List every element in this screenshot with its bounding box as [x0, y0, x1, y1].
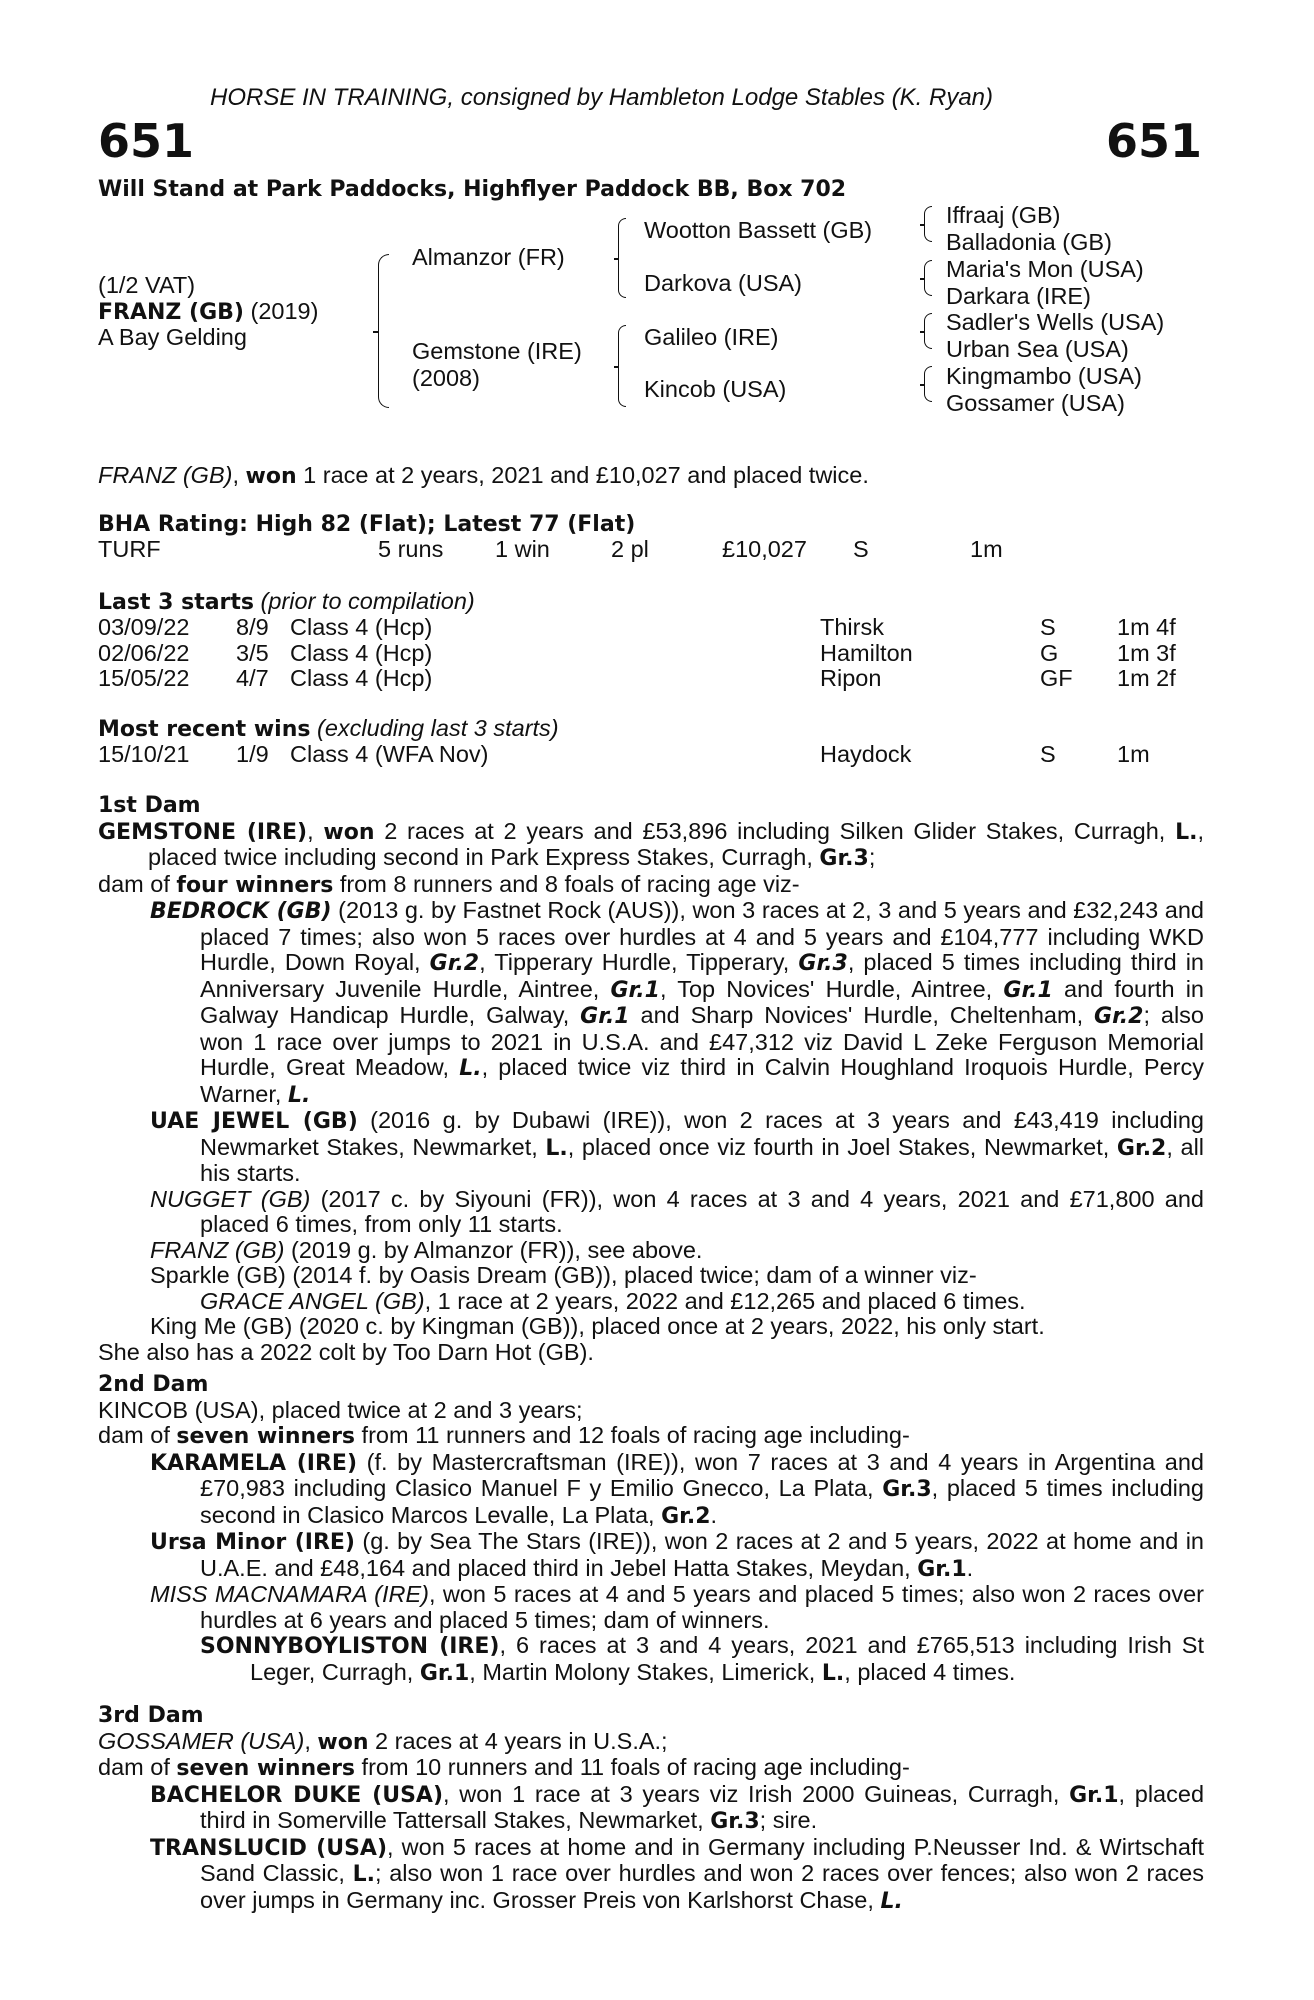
sire-dam-brace — [378, 254, 389, 408]
last3-class: Class 4 (Hcp) — [290, 614, 433, 640]
bedrock-g7: L. — [459, 1056, 482, 1081]
last3-going: GF — [1040, 665, 1073, 691]
grace-name: GRACE ANGEL (GB) — [200, 1287, 425, 1314]
sparkle-entry: Sparkle (GB) (2014 f. by Oasis Dream (GB)), placed twice; dam of a winner viz- — [150, 1262, 977, 1288]
uae-t3: , all his starts. — [200, 1133, 1205, 1186]
dsd: Urban Sea (USA) — [946, 336, 1129, 362]
turf-places: 2 pl — [611, 536, 649, 562]
franz-name: FRANZ (GB) — [150, 1236, 285, 1263]
sss: Iffraaj (GB) — [946, 202, 1061, 228]
karamela-g1: Gr.3 — [882, 1477, 932, 1502]
consignment-line: HORSE IN TRAINING, consigned by Hambleton Lodge Stables (K. Ryan) — [210, 84, 993, 111]
grace-angel-entry — [200, 1289, 1204, 1315]
bach-name: BACHELOR DUKE (USA) — [150, 1782, 444, 1808]
gossamer-text: 2 races at 4 years in U.S.A.; — [368, 1727, 668, 1754]
last3-course: Ripon — [820, 665, 882, 691]
sonny-g1: Gr.1 — [419, 1660, 470, 1686]
ursa-name: Ursa Minor (IRE) — [150, 1530, 355, 1555]
gemstone-text: 2 races at 2 years and £53,896 including Silken Glider Stakes, Curragh, — [374, 817, 1176, 844]
karamela-name: KARAMELA (IRE) — [150, 1450, 358, 1476]
colt-note: She also has a 2022 colt by Too Darn Hot (GB). — [98, 1338, 594, 1365]
ssd: Balladonia (GB) — [946, 229, 1112, 255]
dam3-dam-of — [98, 1755, 1204, 1782]
brace-g1 — [924, 206, 932, 242]
summary-won: won — [245, 464, 297, 489]
bedrock-name: BEDROCK (GB) — [150, 899, 332, 924]
gemstone-listed: L. — [1175, 819, 1198, 845]
uae-listed: L. — [545, 1135, 568, 1161]
king-me-entry: King Me (GB) (2020 c. by Kingman (GB)), placed once at 2 years, 2022, his only start. — [150, 1313, 1045, 1339]
gossamer-name: GOSSAMER (USA) — [98, 1727, 305, 1754]
dam1-dam-of-post: from 8 runners and 8 foals of racing age viz- — [333, 870, 800, 897]
summary-text: 1 race at 2 years, 2021 and £10,027 and placed twice. — [296, 462, 869, 488]
dam1-dam-of-bold: four winners — [176, 872, 334, 898]
miss-macnamara-entry — [150, 1582, 1204, 1633]
ursa-grade: Gr.1 — [917, 1556, 967, 1582]
recent-win-course: Haydock — [820, 741, 912, 767]
bach-g2: Gr.3 — [710, 1809, 760, 1834]
karamela-end: . — [710, 1501, 718, 1528]
last3-class: Class 4 (Hcp) — [290, 639, 433, 666]
bedrock-g3: Gr.1 — [610, 977, 660, 1003]
karamela-entry — [150, 1450, 1204, 1530]
ddd: Gossamer (USA) — [946, 390, 1125, 416]
trans-listed: L. — [352, 1862, 375, 1887]
second-dam-section — [98, 1372, 1204, 1686]
lot-number-right: 651 — [1105, 114, 1202, 168]
last3-going: S — [1040, 614, 1056, 640]
bachelor-duke-entry — [150, 1782, 1204, 1835]
gemstone-text2: , placed twice including second in Park Express Stakes, Curragh, — [148, 817, 1204, 870]
last3-note: (prior to compilation) — [254, 588, 475, 614]
recent-win-going: S — [1040, 741, 1056, 767]
ursa-t1: (g. by Sea The Stars (IRE)), won 2 races at 2 and 5 years, 2022 at home and in U.A.E. and £48,164 and placed third in Jebel Hatta Stakes, Meydan, — [200, 1528, 1204, 1581]
dam-brace — [618, 325, 626, 407]
trans-t2: ; also won 1 race over hurdles and won 2 races over fences; also won 2 races over jumps in Germany inc. Grosser Preis von Karlshorst Chase, — [200, 1860, 1204, 1913]
gemstone-name: GEMSTONE (IRE) — [98, 819, 308, 845]
karamela-t1: (f. by Mastercraftsman (IRE)), won 7 races at 3 and 4 years in Argentina and £70,983 including Clasico Manuel F y Emilio Gnecco, La Plata, — [200, 1448, 1204, 1501]
bedrock-t7: ; also won 1 race over jumps to 2021 in U.S.A. and £47,312 viz David L Zeke Ferguson Memorial Hurdle, Great Meadow, — [200, 1002, 1204, 1080]
ursa-end: . — [966, 1554, 974, 1581]
last3-pos: 4/7 — [236, 665, 269, 691]
turf-distance: 1m — [970, 536, 1003, 562]
gemstone-end: ; — [868, 844, 876, 870]
last3-course: Hamilton — [820, 639, 913, 666]
uae-t1: (2016 g. by Dubawi (IRE)), won 2 races at 3 years and £43,419 including Newmarket Stakes, Newmarket, — [200, 1107, 1204, 1160]
dam3-dam-of-post: from 10 runners and 11 foals of racing age including- — [355, 1754, 910, 1780]
brace-g3 — [924, 313, 932, 349]
gossamer-sep: , — [304, 1727, 318, 1754]
nugget-entry — [150, 1187, 1204, 1238]
dam3-dam-of-pre: dam of — [98, 1754, 177, 1780]
franz-entry — [150, 1238, 1204, 1264]
sonny-g2: L. — [821, 1660, 845, 1686]
dam2-dam-of-bold: seven winners — [176, 1424, 356, 1449]
miss-text: , won 5 races at 4 and 5 years and placed 5 times; also won 2 races over hurdles at 6 years and placed 5 times; dam of winners. — [200, 1581, 1204, 1633]
sonny-t3: , placed 4 times. — [844, 1658, 1016, 1685]
dam2-dam-of-post: from 11 runners and 12 foals of racing age including- — [355, 1422, 910, 1448]
last3-dist: 1m 4f — [1117, 614, 1176, 640]
dam-dam: Kincob (USA) — [644, 376, 787, 402]
bedrock-t2: , Tipperary Hurdle, Tipperary, — [479, 949, 799, 975]
stand-location: Will Stand at Park Paddocks, Highflyer Paddock BB, Box 702 — [98, 177, 847, 202]
dam2-dam-of — [98, 1423, 1204, 1450]
turf-surface: TURF — [98, 536, 161, 562]
dam-sire: Galileo (IRE) — [644, 324, 779, 350]
recent-wins-heading — [98, 716, 559, 743]
lot-number-left: 651 — [98, 114, 195, 168]
translucid-entry — [150, 1835, 1204, 1915]
bedrock-t1: (2013 g. by Fastnet Rock (AUS)), won 3 races at 2, 3 and 5 years and £32,243 and placed 7 times; also won 5 races over hurdles at 4 and 5 years and £104,777 including WKD Hurdle, Down Royal, — [200, 897, 1204, 975]
ursa-minor-entry — [150, 1529, 1204, 1582]
nugget-text: (2017 c. by Siyouni (FR)), won 4 races at 3 and 4 years, 2021 and £71,800 and placed 6 times, from only 11 starts. — [200, 1185, 1204, 1237]
bedrock-t5: and fourth in Galway Handicap Hurdle, Galway, — [200, 975, 1205, 1028]
recent-win-date: 15/10/21 — [98, 741, 190, 767]
trans-name: TRANSLUCID (USA) — [150, 1835, 388, 1861]
karamela-g2: Gr.2 — [661, 1503, 711, 1529]
bedrock-entry — [150, 898, 1204, 1108]
nugget-name: NUGGET (GB) — [150, 1185, 311, 1212]
trans-t1: , won 5 races at home and in Germany including P.Neusser Ind. & Wirtschaft Sand Classic, — [200, 1833, 1204, 1886]
trans-listed2: L. — [880, 1888, 903, 1914]
dam-year: (2008) — [412, 365, 480, 391]
bedrock-g4: Gr.1 — [1003, 977, 1053, 1003]
sire-brace — [618, 218, 626, 298]
dam: Gemstone (IRE) — [412, 338, 582, 364]
recent-wins-title: Most recent wins — [98, 717, 311, 742]
uae-name: UAE JEWEL (GB) — [150, 1109, 358, 1134]
horse-description: A Bay Gelding — [98, 324, 247, 350]
last3-going: G — [1040, 639, 1059, 666]
third-dam-heading: 3rd Dam — [98, 1703, 204, 1728]
vat-note: (1/2 VAT) — [98, 272, 196, 298]
gemstone-grade: Gr.3 — [819, 846, 869, 871]
dam1-dam-of-pre: dam of — [98, 870, 177, 897]
gemstone-won: won — [323, 819, 375, 845]
gossamer-entry — [98, 1729, 1204, 1756]
last3-date: 02/06/22 — [98, 639, 190, 666]
last3-pos: 8/9 — [236, 614, 269, 640]
dam2-dam-of-pre: dam of — [98, 1422, 177, 1448]
dss: Sadler's Wells (USA) — [946, 309, 1165, 335]
gemstone-entry: GEMSTONE (IRE), won 2 races at 2 years and £53,896 including Silken Glider Stakes, Curragh, L., placed twice including second in Park Express Stakes, Curragh, Gr.3; — [98, 817, 1204, 871]
last3-course: Thirsk — [820, 614, 884, 640]
horse-year: (2019) — [243, 298, 319, 324]
uae-grade: Gr.2 — [1116, 1135, 1167, 1161]
last3-date: 03/09/22 — [98, 614, 190, 640]
second-dam-heading: 2nd Dam — [98, 1372, 209, 1397]
last3-dist: 1m 3f — [1117, 639, 1176, 666]
turf-going: S — [853, 536, 869, 562]
sire-dam: Darkova (USA) — [644, 270, 803, 296]
bedrock-g1: Gr.2 — [429, 951, 480, 976]
turf-wins: 1 win — [495, 536, 550, 562]
third-dam-section — [98, 1703, 1204, 1914]
horse-name: FRANZ (GB) — [98, 300, 244, 325]
sonnyboyliston-entry — [200, 1633, 1204, 1686]
bedrock-g6: Gr.2 — [1094, 1004, 1144, 1029]
bedrock-g5: Gr.1 — [580, 1004, 630, 1029]
dds: Kingmambo (USA) — [946, 363, 1142, 389]
last3-title: Last 3 starts — [98, 590, 255, 615]
last3-heading — [98, 589, 475, 616]
last3-dist: 1m 2f — [1117, 665, 1176, 691]
bedrock-t4: , Top Novices' Hurdle, Aintree, — [659, 975, 1004, 1002]
brace-g4 — [924, 366, 932, 402]
sdd: Darkara (IRE) — [946, 283, 1091, 309]
horse-name-line — [98, 299, 318, 326]
first-dam-section — [98, 793, 1204, 1365]
recent-win-dist: 1m — [1117, 741, 1150, 767]
turf-runs: 5 runs — [378, 536, 444, 562]
grace-text: , 1 race at 2 years, 2022 and £12,265 and placed 6 times. — [424, 1287, 1026, 1314]
sonny-t2: , Martin Molony Stakes, Limerick, — [469, 1658, 822, 1685]
sds: Maria's Mon (USA) — [946, 256, 1144, 282]
gossamer-won: won — [317, 1729, 369, 1755]
uae-jewel-entry — [150, 1108, 1204, 1187]
last3-pos: 3/5 — [236, 639, 269, 666]
karamela-t2: , placed 5 times including second in Clasico Marcos Levalle, La Plata, — [200, 1475, 1205, 1528]
bedrock-t8: , placed twice viz third in Calvin Houghland Iroquois Hurdle, Percy Warner, — [200, 1054, 1204, 1107]
recent-win-class: Class 4 (WFA Nov) — [290, 741, 489, 767]
dam1-dam-of — [98, 872, 1204, 899]
bedrock-t6: and Sharp Novices' Hurdle, Cheltenham, — [629, 1002, 1095, 1028]
bedrock-g2: Gr.3 — [798, 951, 848, 976]
last3-class: Class 4 (Hcp) — [290, 665, 433, 691]
kincob-entry: KINCOB (USA), placed twice at 2 and 3 years; — [98, 1396, 583, 1423]
recent-wins-note: (excluding last 3 starts) — [310, 715, 559, 741]
recent-win-pos: 1/9 — [236, 741, 269, 767]
miss-name: MISS MACNAMARA (IRE) — [150, 1581, 429, 1607]
franz-text: (2019 g. by Almanzor (FR)), see above. — [284, 1236, 703, 1263]
dam3-dam-of-bold: seven winners — [176, 1756, 356, 1781]
first-dam-heading: 1st Dam — [98, 793, 201, 818]
race-summary: FRANZ (GB), won 1 race at 2 years, 2021 and £10,027 and placed twice. — [98, 462, 869, 489]
bach-t3: ; sire. — [759, 1807, 818, 1833]
summary-name: FRANZ (GB) — [98, 462, 233, 488]
bach-t2: , placed third in Somerville Tattersall Stakes, Newmarket, — [200, 1780, 1205, 1833]
bha-rating: BHA Rating: High 82 (Flat); Latest 77 (Flat) — [98, 512, 636, 537]
sonny-t1: , 6 races at 3 and 4 years, 2021 and £765,513 including Irish St Leger, Curragh, — [250, 1632, 1205, 1685]
sire: Almanzor (FR) — [412, 244, 565, 270]
bedrock-t3: , placed 5 times including third in Anniversary Juvenile Hurdle, Aintree, — [200, 949, 1205, 1002]
uae-t2: , placed once viz fourth in Joel Stakes, Newmarket, — [567, 1133, 1117, 1160]
bach-g1: Gr.1 — [1069, 1782, 1119, 1808]
turf-earnings: £10,027 — [722, 536, 807, 562]
bedrock-g8: L. — [287, 1082, 311, 1108]
sire-sire: Wootton Bassett (GB) — [644, 217, 873, 243]
last3-date: 15/05/22 — [98, 665, 190, 691]
brace-g2 — [924, 260, 932, 296]
sonny-name: SONNYBOYLISTON (IRE) — [200, 1634, 500, 1659]
bach-t1: , won 1 race at 3 years viz Irish 2000 Guineas, Curragh, — [443, 1780, 1070, 1807]
